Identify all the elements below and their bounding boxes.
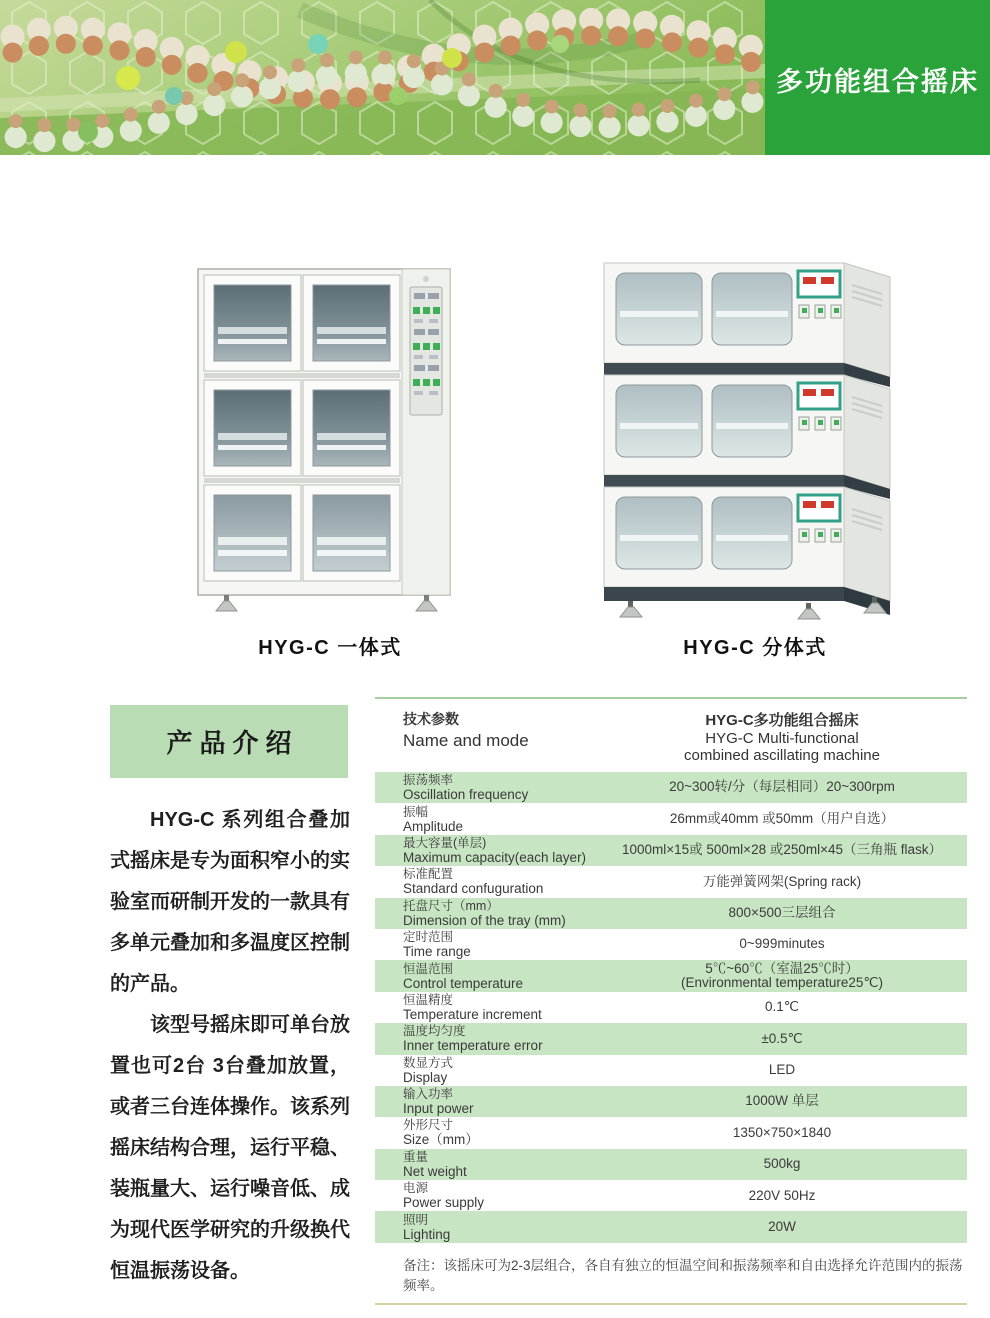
- spec-row-input-power: 输入功率 Input power 1000W 单层: [375, 1086, 967, 1117]
- spec-table-header: [375, 699, 967, 772]
- spec-table-bottom-rule: [375, 1303, 967, 1305]
- spec-row-size: 外形尺寸 Size（mm） 1350×750×1840: [403, 1118, 832, 1148]
- spec-table: [375, 697, 967, 1305]
- spec-row-net-weight: 重量 Net weight 500kg: [375, 1149, 967, 1180]
- machine-illustration-split: [590, 255, 920, 621]
- spec-row-amplitude: 振幅 Amplitude 26mm或40mm 或50mm（用户自选）: [403, 804, 895, 834]
- control-panel: [410, 276, 442, 415]
- dna-banner-image: [0, 0, 765, 155]
- spec-row-standard-configuration: 标准配置 Standard confuguration 万能弹簧网架(Spring rack): [403, 867, 862, 897]
- spec-header-model: HYG-C多功能组合摇床 HYG-C Multi-functional combined ascillating machine: [684, 712, 880, 764]
- intro-text: [110, 800, 350, 1292]
- spec-row-display: 数显方式 Display LED: [403, 1055, 796, 1085]
- figure-caption-split: HYG-C 分体式: [683, 637, 827, 659]
- spec-row-tray-dimension: 托盘尺寸（mm） Dimension of the tray (mm) 800×500三层组合: [375, 898, 967, 929]
- spec-row-time-range: 定时范围 Time range 0~999minutes: [403, 930, 825, 960]
- intro-paragraph-1: HYG-C 系列组合叠加式摇床是专为面积窄小的实验室而研制开发的一款具有多单元叠加和多温度区控制的产品。: [110, 809, 350, 995]
- page-title: 多功能组合摇床: [776, 67, 979, 97]
- spec-row-temperature-uniformity: 温度均匀度 Inner temperature error ±0.5℃: [375, 1023, 967, 1054]
- spec-row-max-capacity: 最大容量(单层) Maximum capacity(each layer) 1000ml×15或 500ml×28 或250ml×45（三角瓶 flask）: [375, 835, 967, 866]
- figure-integrated-machine: [170, 265, 490, 660]
- spec-footnote: 备注：该摇床可为2-3层组合，各自有独立的恒温空间和振荡频率和自由选择允许范围内的振荡频率。: [403, 1257, 963, 1293]
- spec-row-lighting: 照明 Lighting 20W: [375, 1211, 967, 1242]
- spec-header-label: 技术参数 Name and mode: [403, 711, 529, 750]
- product-intro-section: [110, 705, 350, 1292]
- intro-title-box: 产品介绍: [110, 705, 348, 778]
- figure-split-machine: [580, 255, 930, 660]
- spec-row-control-temperature: 恒温范围 Control temperature 5℃~60℃（室温25℃时） (Environmental temperature25℃): [375, 960, 967, 991]
- spec-row-oscillation-frequency: 振荡频率 Oscillation frequency 20~300转/分（每层相同）20~300rpm: [375, 772, 967, 803]
- spec-row-power-supply: 电源 Power supply 220V 50Hz: [403, 1181, 816, 1211]
- intro-paragraph-2: 该型号摇床即可单台放置也可2台 3台叠加放置，或者三台连体操作。该系列摇床结构合理，运行平稳、装瓶量大、运行噪音低、成为现代医学研究的升级换代恒温振荡设备。: [110, 1014, 350, 1282]
- figure-caption-integrated: HYG-C 一体式: [258, 637, 402, 659]
- machine-illustration-integrated: [192, 265, 468, 617]
- spec-row-temperature-increment: 恒温精度 Temperature increment 0.1℃: [403, 992, 799, 1022]
- page-header: [0, 0, 990, 155]
- page-title-box: [765, 0, 990, 155]
